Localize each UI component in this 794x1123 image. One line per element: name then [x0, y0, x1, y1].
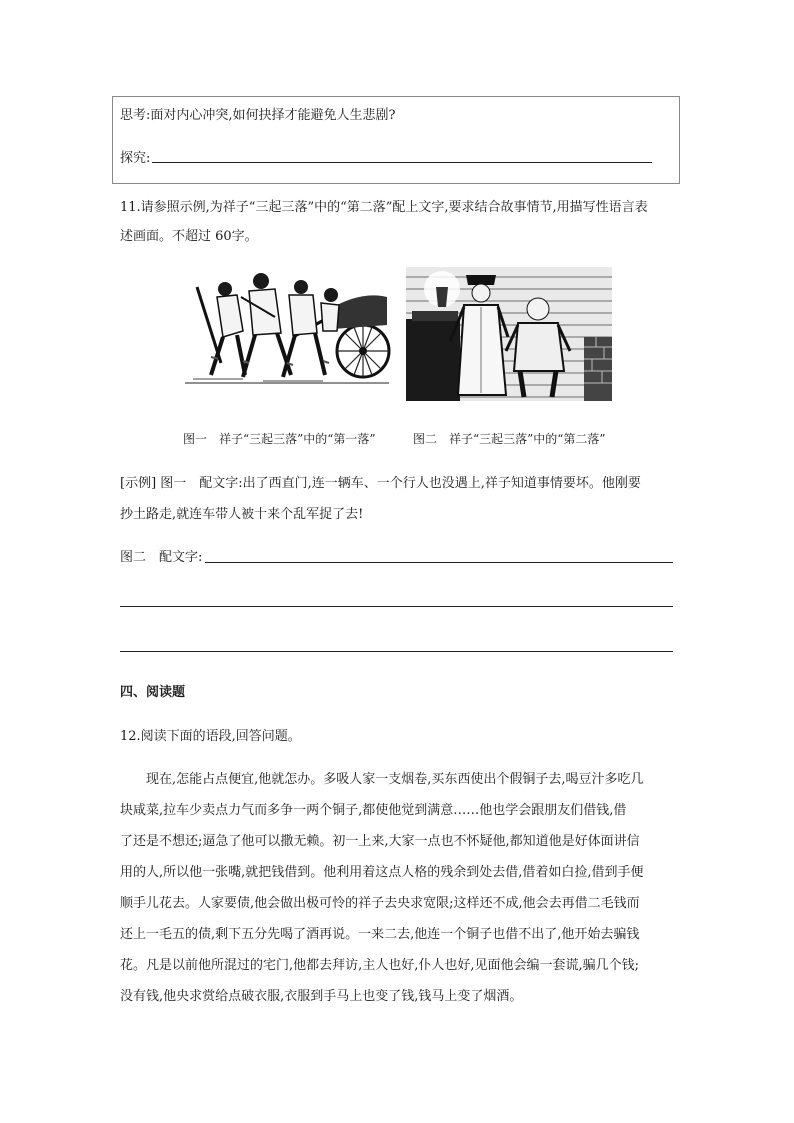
answer-line-3[interactable] — [120, 651, 673, 652]
passage-line: 还上一毛五的债,剩下五分先喝了酒再说。一来二去,他连一个铜子也借不出了,他开始去骗钱 — [120, 927, 640, 942]
example-line2: 抄土路走,就连车带人被十来个乱军捉了去! — [120, 507, 364, 522]
passage-line: 没有钱,他央求赏给点破衣服,衣服到手马上也变了钱,钱马上变了烟酒。 — [120, 989, 523, 1004]
answer-line-2[interactable] — [120, 606, 673, 607]
passage-line: 现在,怎能占点便宜,他就怎办。多吸人家一支烟卷,买东西使出个假铜子去,喝豆汁多吃几 — [120, 772, 644, 787]
answer-line-1[interactable] — [205, 562, 673, 563]
figure1-caption: 图一 祥子“三起三落”中的“第一落” — [183, 432, 376, 446]
figure2-illustration — [406, 267, 612, 401]
q12-prompt: 12.阅读下面的语段,回答问题。 — [120, 729, 301, 744]
passage-line: 了还是不想还;逼急了他可以撒无赖。初一上来,大家一点也不怀疑他,都知道他是好体面讲信 — [120, 834, 640, 849]
passage-line: 块咸菜,拉车少卖点力气而多争一两个铜子,都使他觉到满意……他也学会跟朋友们借钱,借 — [120, 803, 627, 818]
example-line1: [示例] 图一 配文字:出了西直门,连一辆车、一个行人也没遇上,祥子知道事情要坏。他刚要 — [120, 476, 641, 491]
answer-label: 图二 配文字: — [120, 550, 203, 565]
passage-line: 花。凡是以前他所混过的宅门,他都去拜访,主人也好,仆人也好,见面他会编一套谎,骗几个钱; — [120, 958, 640, 973]
q11-line2: 述画面。不超过 60字。 — [120, 229, 258, 244]
think-question: 思考:面对内心冲突,如何抉择才能避免人生悲剧? — [120, 108, 396, 123]
section4-title: 四、阅读题 — [120, 685, 186, 700]
explore-answer-line — [152, 162, 652, 163]
explore-label: 探究: — [120, 151, 151, 166]
passage-line: 顺手儿花去。人家要债,他会做出极可怜的祥子去央求宽限;这样还不成,他会去再借二毛钱而 — [120, 896, 640, 911]
figure2-caption: 图二 祥子“三起三落”中的“第二落” — [413, 432, 606, 446]
reading-passage — [120, 764, 680, 1012]
q11-line1: 11.请参照示例,为祥子“三起三落”中的“第二落”配上文字,要求结合故事情节,用描写性语言表 — [120, 200, 648, 215]
passage-line: 用的人,所以他一张嘴,就把钱借到。他利用着这点人格的残余到处去借,借着如白捡,借到手便 — [120, 865, 644, 880]
figure1-illustration — [183, 267, 391, 389]
